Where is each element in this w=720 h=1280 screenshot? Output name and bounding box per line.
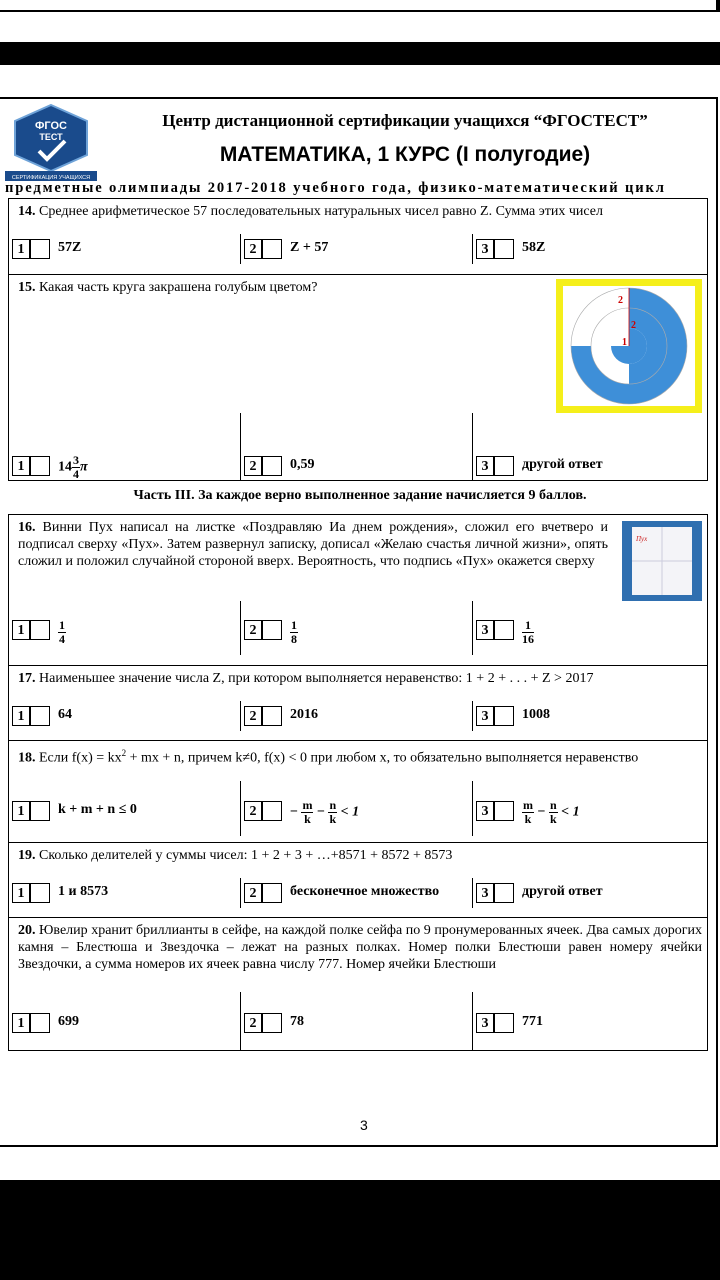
- question-16: [8, 514, 708, 666]
- question-15: [8, 274, 708, 481]
- q18-option-2[interactable]: [240, 796, 473, 836]
- fraction: [72, 454, 80, 481]
- note-label: Пух: [636, 535, 648, 543]
- option-number: 2: [244, 239, 262, 259]
- top-dark-bar: [0, 42, 720, 65]
- logo-text-bottom: ТЕСТ: [39, 132, 63, 142]
- figure-label-inner: 1: [622, 337, 627, 348]
- question-20-body: Ювелир хранит бриллианты в сейфе, на каждой полке сейфа по 9 пронумерованных ячеек. Два самых дорогих камня – Блестюша и Звездочка – лежат на разных полках. Номер полки Блестюши равен номеру ячейки Звездочки, а сумма номеров их ячеек равна числу 777. Номер ячейки Блестюши: [18, 923, 703, 972]
- option-number: 3: [476, 706, 494, 726]
- option-value: 699: [58, 1014, 79, 1029]
- option-value: 2016: [290, 707, 318, 722]
- q20-option-3[interactable]: [472, 1008, 708, 1050]
- answer-box[interactable]: [262, 1013, 282, 1033]
- question-20: [8, 917, 708, 1051]
- q19-option-3[interactable]: [472, 878, 708, 908]
- q15-option-2[interactable]: [240, 451, 473, 481]
- answer-box[interactable]: [494, 620, 514, 640]
- question-15-text: [18, 279, 518, 296]
- q14-option-3[interactable]: [472, 234, 708, 264]
- option-number: 1: [12, 706, 30, 726]
- question-16-number: 16.: [18, 520, 36, 535]
- fraction-denominator: k: [549, 812, 557, 826]
- question-15-body: Какая часть круга закрашена голубым цветом?: [39, 280, 318, 295]
- fraction-denominator: k: [524, 812, 532, 826]
- option-number: 2: [244, 456, 262, 476]
- question-18-body-a: Если f(x) = kx: [39, 750, 122, 766]
- option-value: другой ответ: [522, 884, 603, 899]
- fraction-numerator: 3: [73, 453, 79, 467]
- fraction-denominator: 4: [73, 467, 79, 481]
- question-20-options: [9, 1008, 707, 1050]
- bottom-dark-bar: [0, 1180, 720, 1280]
- fraction-numerator: m: [302, 798, 313, 812]
- question-16-text: [18, 519, 608, 570]
- minus-sign: −: [290, 804, 298, 820]
- question-19-text: [18, 847, 702, 864]
- divider: [240, 601, 241, 615]
- answer-box[interactable]: [494, 1013, 514, 1033]
- fraction-denominator: 4: [59, 632, 65, 646]
- option-value: [522, 619, 534, 646]
- question-14-number: 14.: [18, 204, 36, 219]
- center-title: Центр дистанционной сертификации учащихся “ФГОСТЕСТ”: [162, 111, 648, 130]
- option-value: бесконечное множество: [290, 884, 440, 899]
- fraction-numerator: 1: [59, 618, 65, 632]
- divider: [240, 992, 241, 1008]
- answer-box[interactable]: [262, 456, 282, 476]
- answer-box[interactable]: [262, 883, 282, 903]
- divider: [472, 601, 473, 615]
- question-19-options: [9, 878, 707, 908]
- question-14-body: Среднее арифметическое 57 последовательных натуральных чисел равно Z. Сумма этих чисел: [39, 204, 603, 219]
- logo-caption: СЕРТИФИКАЦИЯ УЧАЩИХСЯ: [11, 175, 91, 181]
- top-frame: [0, 0, 720, 12]
- option-value: [58, 454, 88, 481]
- option-value: Z + 57: [290, 240, 329, 255]
- minus-sign: −: [537, 804, 546, 820]
- option-value: [290, 799, 359, 826]
- option-value: 58Z: [522, 240, 546, 255]
- q17-option-1[interactable]: [9, 701, 240, 731]
- question-16-options: [9, 615, 707, 655]
- fraction-denominator: k: [304, 812, 311, 826]
- answer-box[interactable]: [30, 883, 50, 903]
- page-number: 3: [360, 1117, 368, 1133]
- question-15-number: 15.: [18, 280, 36, 295]
- option-number: 1: [12, 620, 30, 640]
- q18-option-1[interactable]: [9, 796, 240, 836]
- question-19: [8, 842, 708, 918]
- question-18: [8, 740, 708, 843]
- option-number: 1: [12, 883, 30, 903]
- inequality: < 1: [340, 804, 360, 820]
- fraction-m-k: [301, 799, 313, 826]
- option-number: 1: [12, 801, 30, 821]
- option-number: 1: [12, 239, 30, 259]
- divider: [472, 413, 473, 451]
- option-number: 2: [244, 706, 262, 726]
- answer-box[interactable]: [30, 1013, 50, 1033]
- answer-box[interactable]: [262, 620, 282, 640]
- answer-box[interactable]: [262, 239, 282, 259]
- question-14-text: [18, 203, 702, 220]
- option-value: [290, 619, 298, 646]
- question-17-number: 17.: [18, 671, 36, 686]
- q20-option-2[interactable]: [240, 1008, 473, 1050]
- fraction-n-k: [328, 799, 337, 826]
- figure-label-outer: 2: [618, 295, 623, 306]
- answer-box[interactable]: [30, 620, 50, 640]
- option-value: k + m + n ≤ 0: [58, 802, 137, 817]
- q15-option-1[interactable]: [9, 451, 240, 481]
- divider: [472, 781, 473, 796]
- question-14: [8, 198, 708, 275]
- option-number: 3: [476, 883, 494, 903]
- logo-text-top: ФГОС: [35, 120, 67, 132]
- option-number: 1: [12, 1013, 30, 1033]
- question-16-body: Винни Пух написал на листке «Поздравляю Иа днем рождения», сложил его вчетверо и подписал сверху «Пух». Затем развернул записку, дописал «Желаю счастья личной жизни», опять сложил и положил случайной стороной вверх. Вероятность, что подпись «Пух» окажется сверху: [18, 520, 608, 569]
- q14-option-2[interactable]: [240, 234, 473, 264]
- option-number: 1: [12, 456, 30, 476]
- olympiad-line: предметные олимпиады 2017-2018 учебного года, физико-математический цикл: [5, 180, 666, 196]
- question-14-options: [9, 234, 707, 264]
- answer-box[interactable]: [494, 706, 514, 726]
- question-20-text: [18, 922, 702, 973]
- answer-box[interactable]: [494, 239, 514, 259]
- option-number: 3: [476, 1013, 494, 1033]
- q15-option-3[interactable]: [472, 451, 708, 481]
- fraction: [522, 619, 534, 646]
- exponent: 2: [121, 748, 127, 758]
- question-17: [8, 665, 708, 741]
- option-value: 57Z: [58, 240, 82, 255]
- fraction-denominator: 8: [291, 632, 297, 646]
- folded-note-figure: [622, 521, 702, 601]
- option-value: 1 и 8573: [58, 884, 109, 899]
- q16-option-1[interactable]: [9, 615, 240, 655]
- divider: [240, 413, 241, 451]
- minus-sign: −: [316, 804, 325, 820]
- fraction-m-k: [522, 799, 534, 826]
- part3-title: Часть III. За каждое верно выполненное задание начисляется 9 баллов.: [133, 488, 587, 503]
- q16-option-2[interactable]: [240, 615, 473, 655]
- question-18-number: 18.: [18, 750, 36, 766]
- answer-box[interactable]: [30, 801, 50, 821]
- answer-box[interactable]: [30, 456, 50, 476]
- q14-option-1[interactable]: [9, 234, 240, 264]
- answer-box[interactable]: [494, 456, 514, 476]
- q19-option-1[interactable]: [9, 878, 240, 908]
- question-17-text: [18, 670, 702, 687]
- q20-option-1[interactable]: [9, 1008, 240, 1050]
- fraction: [290, 619, 298, 646]
- question-19-body: Сколько делителей у суммы чисел: 1 + 2 + 3 + …+8571 + 8572 + 8573: [39, 848, 453, 863]
- mixed-whole: 14: [58, 459, 72, 475]
- fgostest-logo-icon: [5, 103, 97, 183]
- option-value: 1008: [522, 707, 550, 722]
- blue-circle-figure: [556, 279, 702, 413]
- option-value: 64: [58, 707, 72, 722]
- answer-box[interactable]: [494, 801, 514, 821]
- q17-option-3[interactable]: [472, 701, 708, 731]
- fraction-numerator: n: [329, 798, 337, 812]
- answer-box[interactable]: [262, 801, 282, 821]
- subject-title: МАТЕМАТИКА, 1 КУРС (I полугодие): [219, 143, 591, 166]
- option-value: другой ответ: [522, 457, 603, 472]
- answer-box[interactable]: [30, 706, 50, 726]
- inequality: < 1: [561, 804, 580, 820]
- fraction-denominator: k: [329, 812, 337, 826]
- fraction-numerator: 1: [522, 619, 534, 633]
- question-19-number: 19.: [18, 848, 36, 863]
- option-number: 2: [244, 1013, 262, 1033]
- q16-option-3[interactable]: [472, 615, 708, 655]
- option-number: 2: [244, 883, 262, 903]
- option-value: 78: [290, 1014, 304, 1029]
- question-18-options: [9, 796, 707, 836]
- option-number: 3: [476, 456, 494, 476]
- fraction-denominator: 16: [522, 632, 534, 646]
- question-17-body: Наименьшее значение числа Z, при котором выполняется неравенство: 1 + 2 + . . . + Z > 2017: [39, 671, 594, 686]
- q17-option-2[interactable]: [240, 701, 473, 731]
- option-value: 0,59: [290, 457, 315, 472]
- q19-option-2[interactable]: [240, 878, 473, 908]
- fraction-numerator: n: [549, 798, 557, 812]
- fraction: [58, 619, 66, 646]
- question-15-options: [9, 451, 707, 481]
- option-number: 2: [244, 620, 262, 640]
- option-value: 771: [522, 1014, 543, 1029]
- q18-option-3[interactable]: [472, 796, 708, 836]
- fraction-numerator: m: [523, 798, 533, 812]
- pi-symbol: π: [80, 459, 88, 475]
- option-number: 3: [476, 801, 494, 821]
- question-18-text: [18, 745, 702, 767]
- answer-box[interactable]: [262, 706, 282, 726]
- question-20-number: 20.: [18, 923, 36, 938]
- question-18-body-b: + mx + n, причем k≠0, f(x) < 0 при любом x, то обязательно выполняется неравенство: [126, 750, 639, 766]
- divider: [240, 781, 241, 796]
- fraction-numerator: 1: [291, 618, 297, 632]
- answer-box[interactable]: [30, 239, 50, 259]
- fraction-n-k: [549, 799, 558, 826]
- option-number: 3: [476, 239, 494, 259]
- option-value: [522, 799, 580, 826]
- option-number: 3: [476, 620, 494, 640]
- option-number: 2: [244, 801, 262, 821]
- answer-box[interactable]: [494, 883, 514, 903]
- divider: [472, 992, 473, 1008]
- figure-label-middle: 2: [631, 320, 636, 331]
- question-17-options: [9, 701, 707, 731]
- option-value: [58, 619, 66, 646]
